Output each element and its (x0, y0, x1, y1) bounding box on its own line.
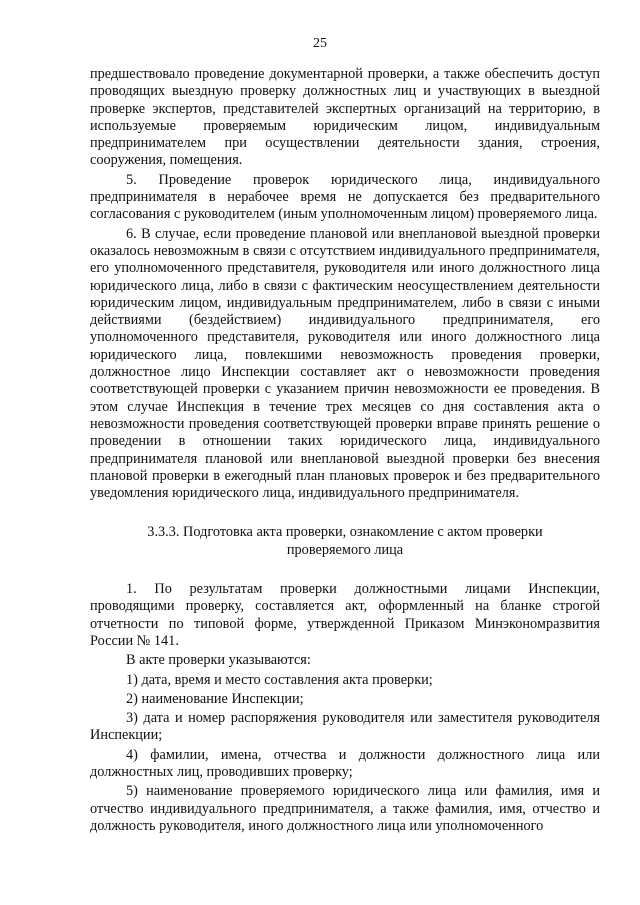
list-item: 4) фамилии, имена, отчества и должности должностного лица или должностных лиц, проводивших проверку; (90, 746, 600, 780)
page-number: 25 (313, 36, 327, 51)
paragraph-item-6: 6. В случае, если проведение плановой или внеплановой выездной проверки оказалось невозможным в связи с отсутствием индивидуального предпринимателя, его уполномоченного представителя, руководителя или иного должностного лица юридического лица, либо в связи с фактическим неосуществлением деятельности юридическим лицом, индивидуальным предпринимателем, либо в связи с иными действиями (бездействием) индивидуального предпринимателя, его уполномоченного представителя, руководителя или иного должностного лица юридического лица, повлекшими невозможность проведения проверки, должностное лицо Инспекции составляет акт о невозможности проведения соответствующей проверки с указанием причин невозможности ее проведения. В этом случае Инспекция в течение трех месяцев со дня составления акта о невозможности проведения соответствующей проверки вправе принять решение о проведении в отношении таких юридического лица, индивидуального предпринимателя плановой или внеплановой выездной проверки без внесения плановой проверки в ежегодный план плановых проверок и без предварительного уведомления юридического лица, индивидуального предпринимателя. (90, 225, 600, 502)
section-heading-line-1: 3.3.3. Подготовка акта проверки, ознакомление с актом проверки (147, 524, 543, 541)
list-item: 2) наименование Инспекции; (126, 690, 304, 707)
paragraph-item-5: 5. Проведение проверок юридического лица, индивидуального предпринимателя в нерабочее время не допускается без предварительного согласования с руководителем (иным уполномоченным лицом) проверяемого лица. (90, 171, 600, 223)
section-heading-line-2: проверяемого лица (286, 541, 404, 558)
section-heading (90, 524, 600, 559)
list-item: 1) дата, время и место составления акта проверки; (126, 671, 433, 688)
list-item: 5) наименование проверяемого юридического лица или фамилия, имя и отчество индивидуального предпринимателя, а также фамилия, имя, отчество и должность руководителя, иного должностного лица или уполномоченного (90, 783, 600, 834)
list-item: 3) дата и номер распоряжения руководителя или заместителя руководителя Инспекции; (90, 710, 600, 744)
paragraph-act-item-1: 1. По результатам проверки должностными лицами Инспекции, проводящими проверку, составляется акт, оформленный на бланке строгой отчетности по типовой форме, утвержденной Приказом Минэкономразвития России № 141. (90, 581, 600, 649)
paragraph-act-contents-intro: В акте проверки указываются: (126, 652, 311, 669)
paragraph-continuation: предшествовало проведение документарной проверки, а также обеспечить доступ проводящих выездную проверку должностных лиц и участвующих в выездной проверке экспертов, представителей экспертных организаций на территорию, в используемые проверяемым юридическим лицом, индивидуальным предпринимателем при осуществлении деятельности здания, строения, сооружения, помещения. (90, 66, 600, 169)
document-body (90, 66, 600, 835)
